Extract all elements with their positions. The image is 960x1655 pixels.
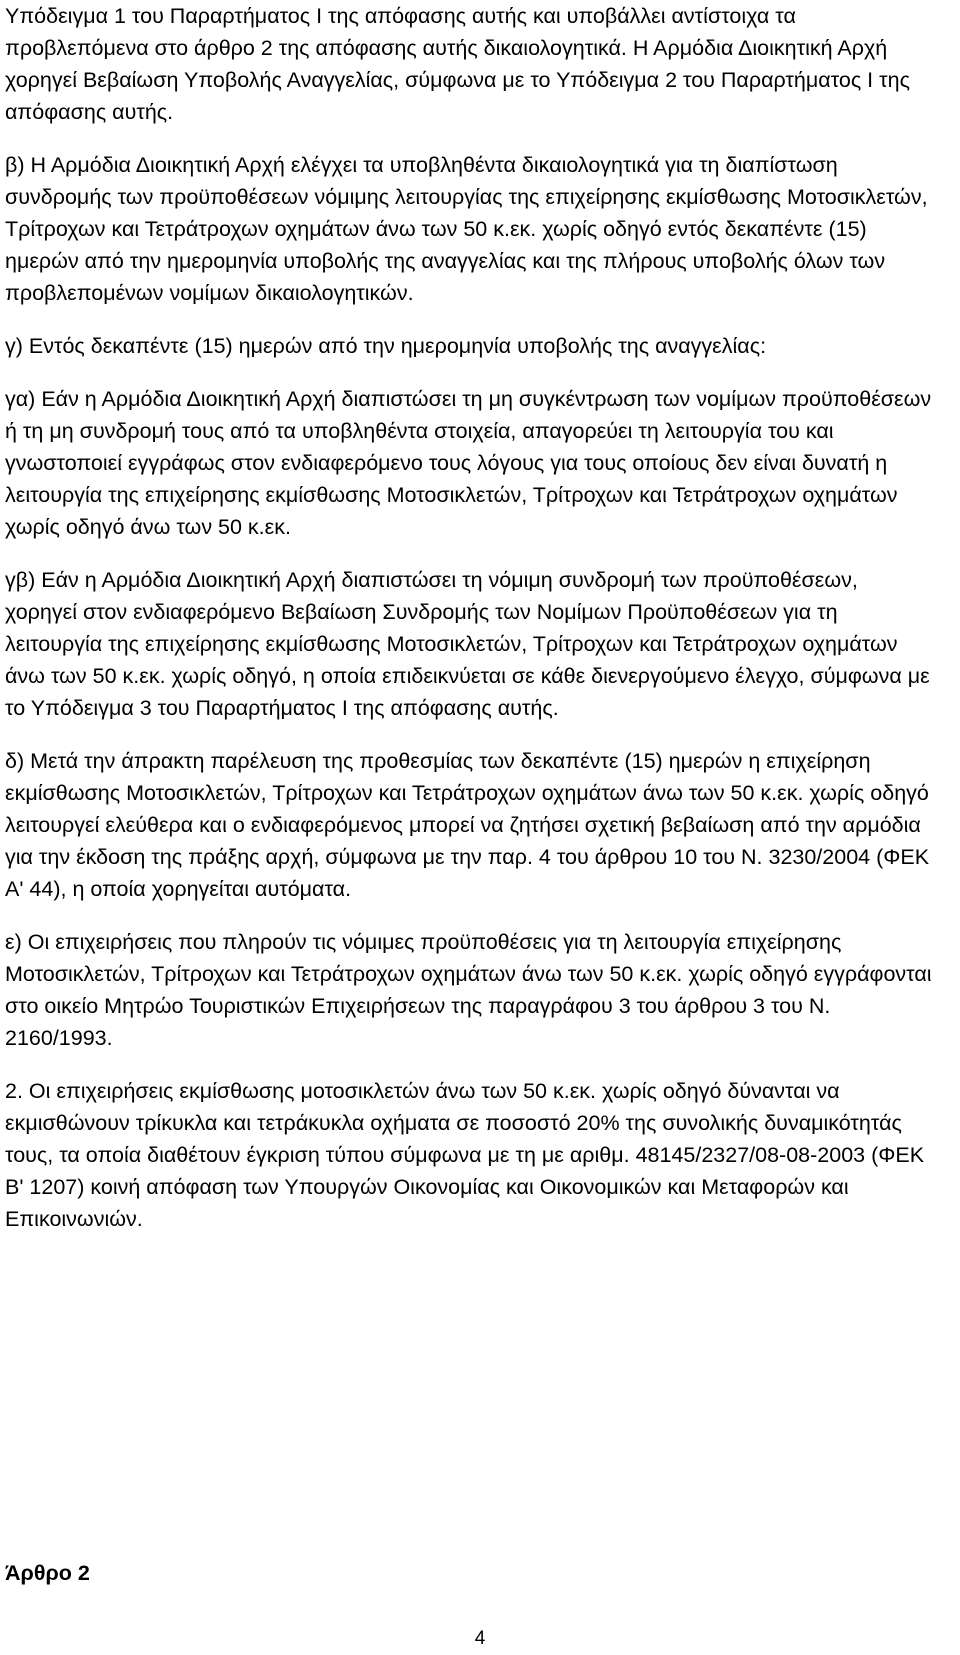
- page-number: 4: [474, 1628, 486, 1649]
- document-body: [5, 0, 932, 1235]
- paragraph-continuation: Υπόδειγμα 1 του Παραρτήματος Ι της απόφασης αυτής και υποβάλλει αντίστοιχα τα προβλεπόμενα στο άρθρο 2 της απόφασης αυτής δικαιολογητικά. Η Αρμόδια Διοικητική Αρχή χορηγεί Βεβαίωση Υποβολής Αναγγελίας, σύμφωνα με το Υπόδειγμα 2 του Παραρτήματος Ι της απόφασης αυτής.: [5, 4, 910, 124]
- article-heading: Άρθρο 2: [5, 1561, 90, 1585]
- paragraph-b: β) Η Αρμόδια Διοικητική Αρχή ελέγχει τα υποβληθέντα δικαιολογητικά για τη διαπίστωση συνδρομής των προϋποθέσεων νόμιμης λειτουργίας της επιχείρησης εκμίσθωσης Μοτοσικλετών, Τρίτροχων και Τετράτροχων οχημάτων άνω των 50 κ.εκ. χωρίς οδηγό εντός δεκαπέντε (15) ημερών από την ημερομηνία υποβολής της αναγγελίας και της πλήρους υποβολής όλων των προβλεπομένων νομίμων δικαιολογητικών.: [5, 153, 928, 305]
- paragraph-d: δ) Μετά την άπρακτη παρέλευση της προθεσμίας των δεκαπέντε (15) ημερών η επιχείρηση εκμίσθωσης Μοτοσικλετών, Τρίτροχων και Τετράτροχων οχημάτων άνω των 50 κ.εκ. χωρίς οδηγό λειτουργεί ελεύθερα και ο ενδιαφερόμενος μπορεί να ζητήσει σχετική βεβαίωση από την αρμόδια για την έκδοση της πράξης αρχή, σύμφωνα με την παρ. 4 του άρθρου 10 του Ν. 3230/2004 (ΦΕΚ Α' 44), η οποία χορηγείται αυτόματα.: [5, 749, 930, 901]
- paragraph-ca: γα) Εάν η Αρμόδια Διοικητική Αρχή διαπιστώσει τη μη συγκέντρωση των νομίμων προϋποθέσεων ή τη μη συνδρομή τους από τα υποβληθέντα στοιχεία, απαγορεύει τη λειτουργία του και γνωστοποιεί εγγράφως στον ενδιαφερόμενο τους λόγους για τους οποίους δεν είναι δυνατή η λειτουργία της επιχείρησης εκμίσθωσης Μοτοσικλετών, Τρίτροχων και Τετράτροχων οχημάτων χωρίς οδηγό άνω των 50 κ.εκ.: [5, 387, 932, 539]
- paragraph-e: ε) Οι επιχειρήσεις που πληρούν τις νόμιμες προϋποθέσεις για τη λειτουργία επιχείρησης Μοτοσικλετών, Τρίτροχων και Τετράτροχων οχημάτων άνω των 50 κ.εκ. χωρίς οδηγό εγγράφονται στο οικείο Μητρώο Τουριστικών Επιχειρήσεων της παραγράφου 3 του άρθρου 3 του Ν. 2160/1993.: [5, 930, 932, 1050]
- paragraph-2: 2. Οι επιχειρήσεις εκμίσθωσης μοτοσικλετών άνω των 50 κ.εκ. χωρίς οδηγό δύνανται να εκμισθώνουν τρίκυκλα και τετράκυκλα οχήματα σε ποσοστό 20% της συνολικής δυναμικότητάς τους, τα οποία διαθέτουν έγκριση τύπου σύμφωνα με τη με αριθμ. 48145/2327/08-08-2003 (ΦΕΚ Β' 1207) κοινή απόφαση των Υπουργών Οικονομίας και Οικονομικών και Μεταφορών και Επικοινωνιών.: [5, 1079, 925, 1231]
- paragraph-cb: γβ) Εάν η Αρμόδια Διοικητική Αρχή διαπιστώσει τη νόμιμη συνδρομή των προϋποθέσεων, χορηγεί στον ενδιαφερόμενο Βεβαίωση Συνδρομής των Νομίμων Προϋποθέσεων για τη λειτουργία της επιχείρησης εκμίσθωσης Μοτοσικλετών, Τρίτροχων και Τετράτροχων οχημάτων άνω των 50 κ.εκ. χωρίς οδηγό, η οποία επιδεικνύεται σε κάθε διενεργούμενο έλεγχο, σύμφωνα με το Υπόδειγμα 3 του Παραρτήματος Ι της απόφασης αυτής.: [5, 568, 930, 720]
- paragraph-c: γ) Εντός δεκαπέντε (15) ημερών από την ημερομηνία υποβολής της αναγγελίας:: [5, 334, 767, 358]
